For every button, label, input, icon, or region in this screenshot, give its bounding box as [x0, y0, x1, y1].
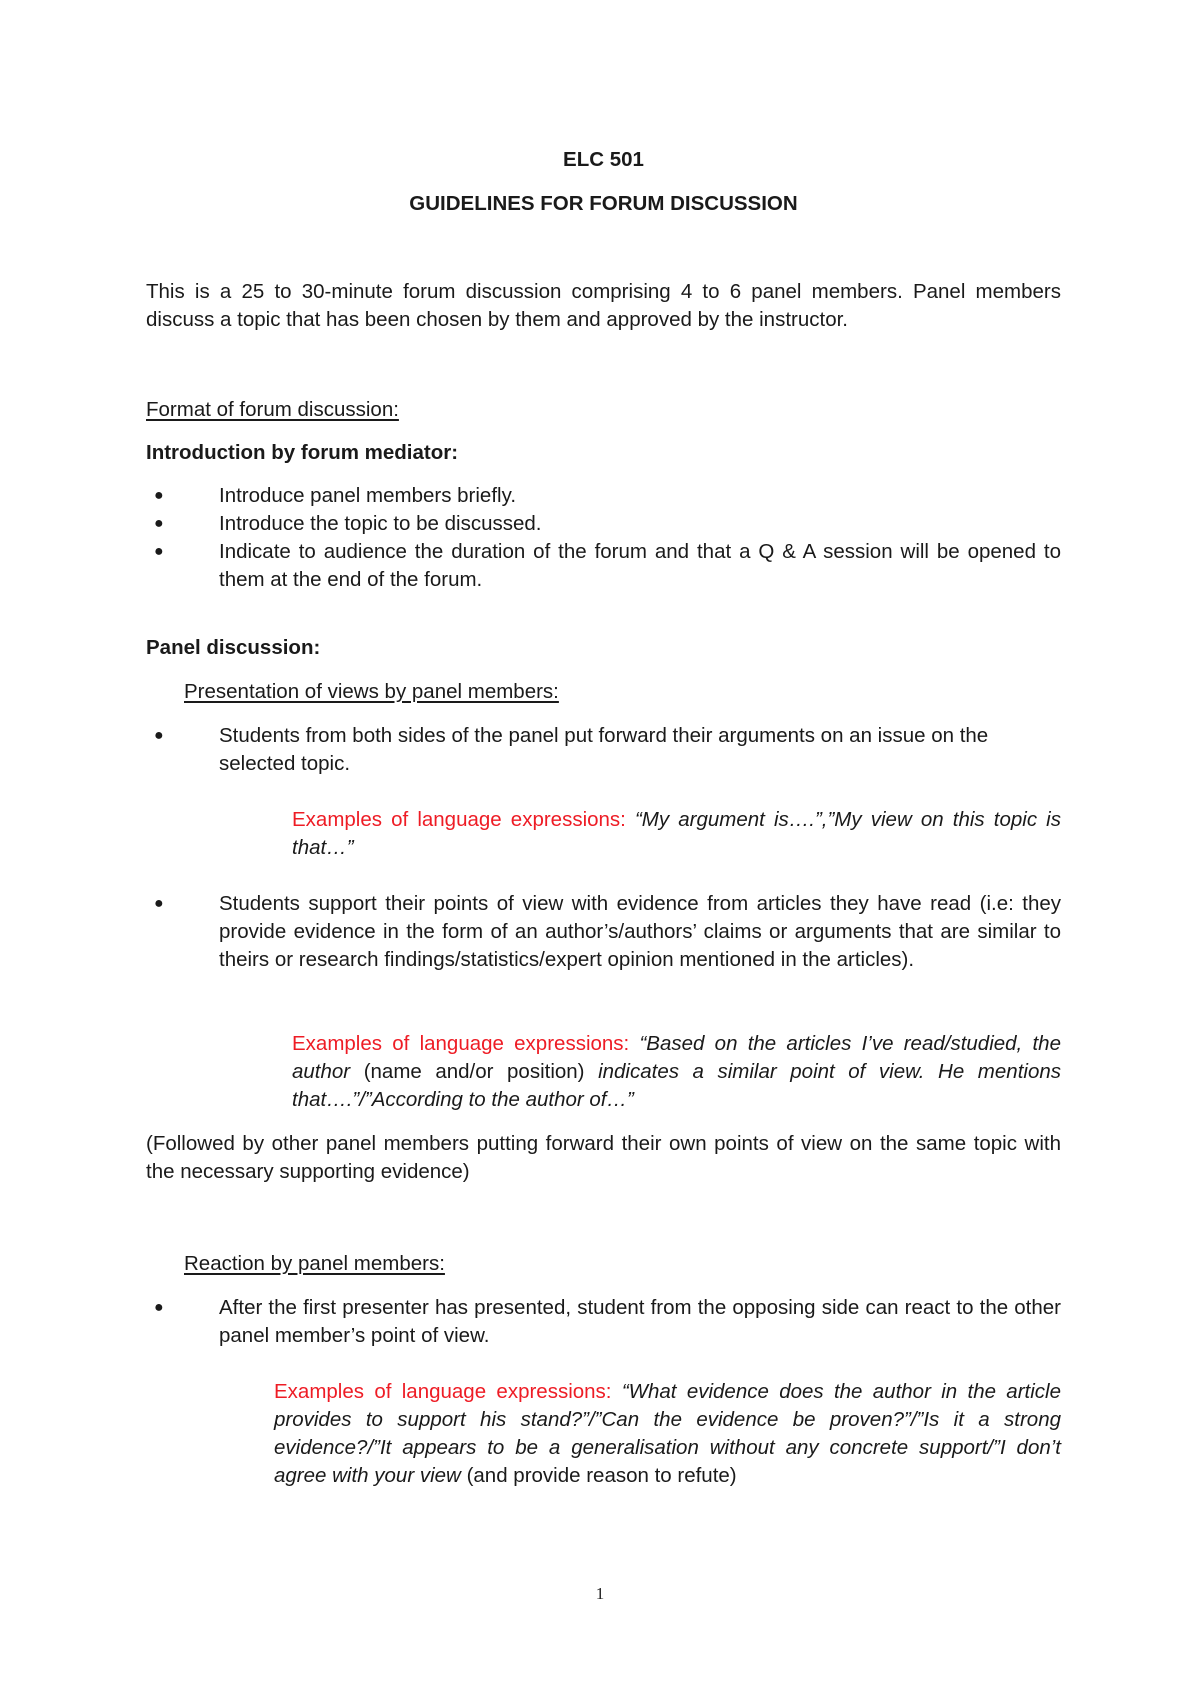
- example-block: [292, 1030, 1061, 1114]
- bullet-icon: ●: [154, 1299, 164, 1316]
- bullet-icon: ●: [154, 727, 164, 744]
- panel-heading: Panel discussion:: [146, 636, 321, 659]
- list-item-text: Introduce panel members briefly.: [219, 484, 517, 507]
- page-number: 1: [595, 1584, 605, 1603]
- example-text: “My argument is….”,”My view on this topic is that…”: [292, 808, 1061, 859]
- example-block: [292, 806, 1061, 862]
- example-label: Examples of language expressions:: [274, 1380, 622, 1403]
- document-page: [146, 0, 1061, 1698]
- list-item-text: Indicate to audience the duration of the forum and that a Q & A session will be opened to them at the end of the forum.: [219, 540, 1061, 591]
- course-code: ELC 501: [563, 148, 644, 171]
- presentation-heading: Presentation of views by panel members:: [184, 680, 559, 703]
- bullet-icon: ●: [154, 487, 164, 504]
- bullet-icon: ●: [154, 895, 164, 912]
- example-text: indicates a similar point of view. He mentions that….”/”According to the author of…”: [292, 1060, 1061, 1111]
- reaction-heading: Reaction by panel members:: [184, 1252, 445, 1275]
- mediator-heading: Introduction by forum mediator:: [146, 441, 459, 464]
- example-text: “Based on the articles I’ve read/studied, the author: [292, 1032, 1061, 1083]
- example-block: [274, 1378, 1061, 1490]
- intro-paragraph: This is a 25 to 30-minute forum discussion comprising 4 to 6 panel members. Panel members discuss a topic that has been chosen by them and approved by the instructor.: [146, 280, 1061, 331]
- list-item-text: Students support their points of view with evidence from articles they have read (i.e: they provide evidence in the form of an author’s/authors’ claims or arguments that are similar to theirs or research findings/statistics/expert opinion mentioned in the articles).: [219, 892, 1061, 971]
- format-heading: Format of forum discussion:: [146, 398, 399, 421]
- document-title: GUIDELINES FOR FORUM DISCUSSION: [409, 192, 798, 215]
- bullet-icon: ●: [154, 543, 164, 560]
- bullet-icon: ●: [154, 515, 164, 532]
- example-note: (name and/or position): [363, 1060, 599, 1083]
- example-text: “What evidence does the author in the article provides to support his stand?”/”Can the evidence be proven?”/”Is it a strong evidence?/”It appears to be a generalisation without any concrete support/”I don’t agree with your view: [274, 1380, 1061, 1487]
- example-label: Examples of language expressions:: [292, 1032, 640, 1055]
- example-label: Examples of language expressions:: [292, 808, 635, 831]
- followed-note: (Followed by other panel members putting forward their own points of view on the same topic with the necessary supporting evidence): [146, 1132, 1061, 1183]
- list-item-text: Introduce the topic to be discussed.: [219, 512, 542, 535]
- example-note: (and provide reason to refute): [466, 1464, 737, 1487]
- list-item-text: After the first presenter has presented, student from the opposing side can react to the other panel member’s point of view.: [219, 1296, 1061, 1347]
- list-item-text: Students from both sides of the panel put forward their arguments on an issue on the selected topic.: [219, 724, 989, 775]
